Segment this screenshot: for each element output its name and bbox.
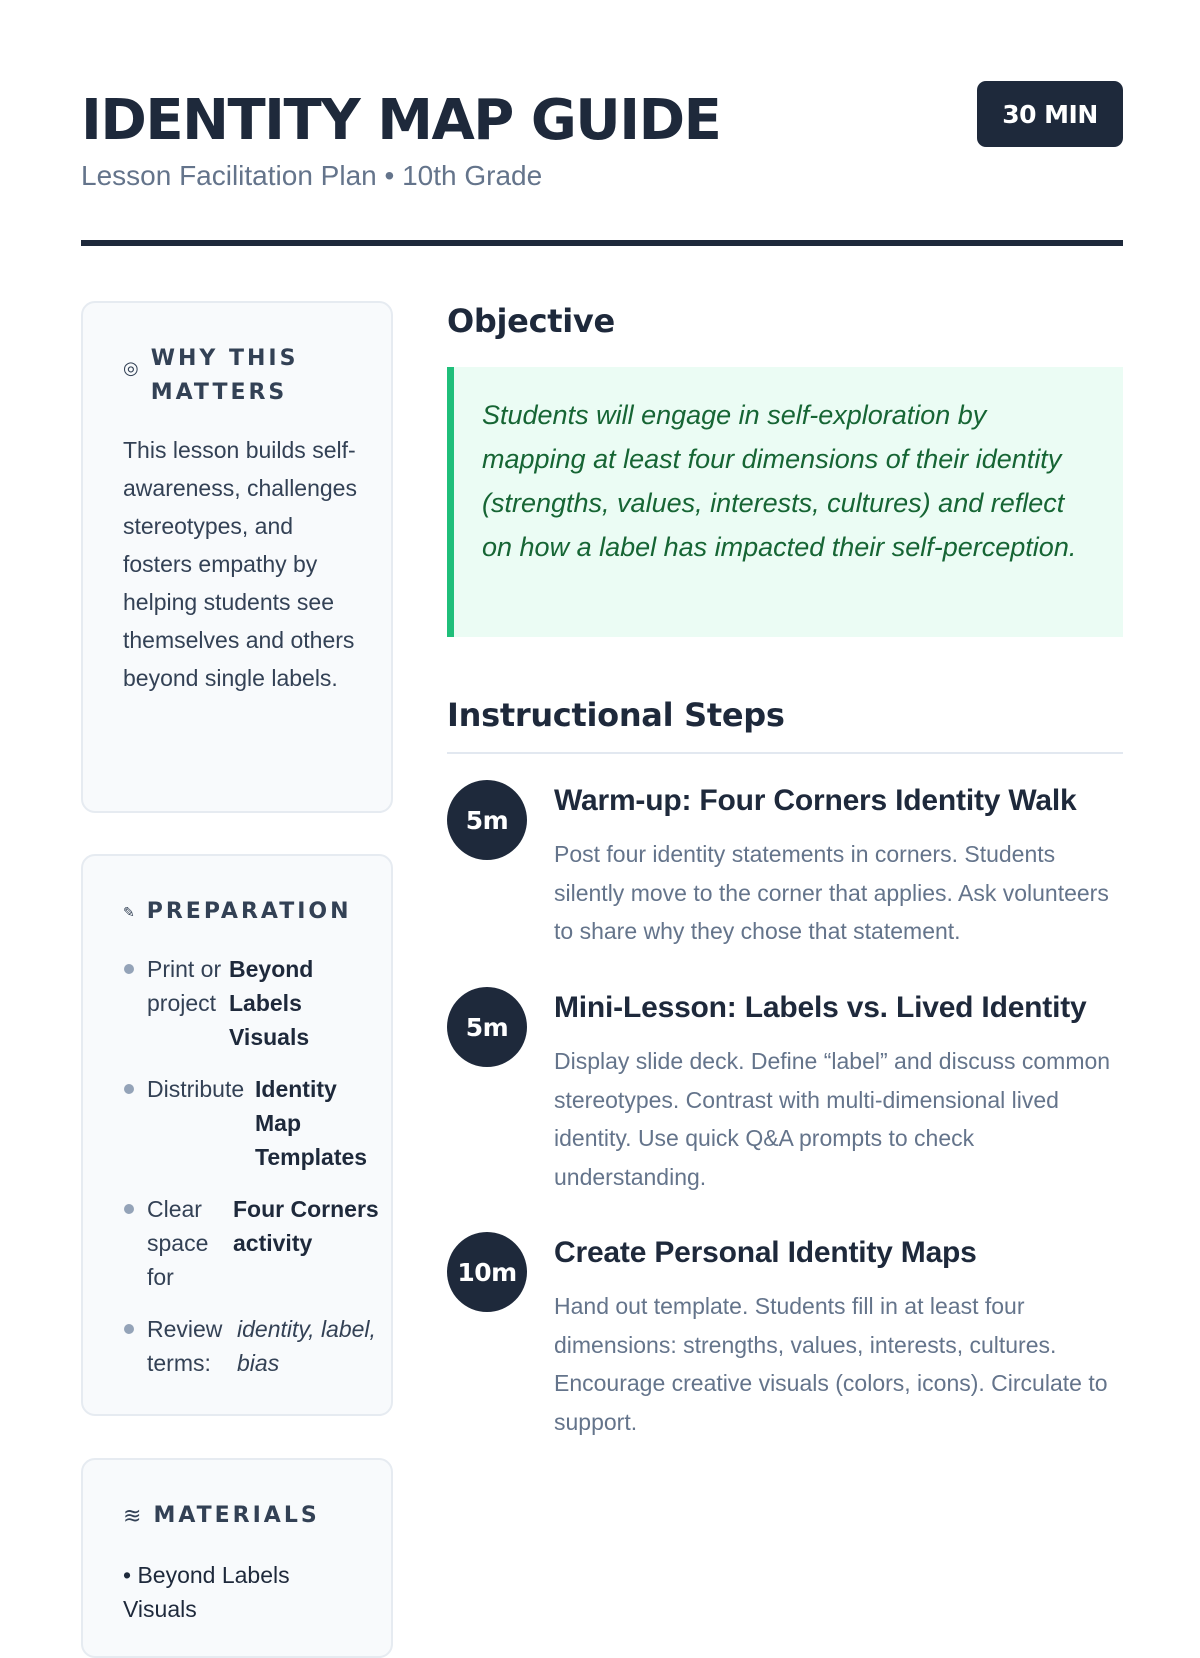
step-time-badge: 10m [447,1232,527,1312]
list-item [123,952,385,1054]
list-item [123,1072,385,1174]
materials-card-header [123,1499,320,1533]
page-subtitle: Lesson Facilitation Plan • 10th Grade [81,160,543,191]
page-header [81,80,1123,246]
materials-card [81,1458,393,1658]
list-item [123,1312,385,1380]
why-card-header [123,342,363,410]
preparation-list [123,952,385,1398]
materials-card-title: MATERIALS [153,1503,320,1528]
step-title: Mini-Lesson: Labels vs. Lived Identity [554,991,1087,1024]
pencil-icon: ✎ [123,904,135,920]
list-item [123,1192,385,1294]
bullet-icon [124,1084,134,1094]
prep-item-verb: Clear space for [147,1196,209,1290]
duration-badge: 30 MIN [977,81,1123,147]
why-this-matters-card [81,301,393,813]
prep-item-verb: Distribute [147,1076,245,1102]
bullet-icon [124,1204,134,1214]
target-icon: ◎ [123,358,139,378]
prep-item-object: Identity Map Templates [255,1076,368,1170]
layers-icon: ≋ [123,1503,142,1528]
instructional-steps-heading: Instructional Steps [447,696,785,734]
step-title: Create Personal Identity Maps [554,1236,977,1269]
header-divider [81,240,1123,246]
bullet-icon [124,964,134,974]
why-card-title: WHY THIS MATTERS [150,346,299,405]
page-title: IDENTITY MAP GUIDE [81,88,721,153]
bullet-icon [124,1324,134,1334]
prep-item-verb: Print or project [147,956,222,1016]
preparation-card-title: PREPARATION [146,899,352,924]
steps-divider [447,752,1123,754]
lesson-page [81,0,1123,1622]
step-description: Post four identity statements in corners. Students silently move to the corner that applies. Ask volunteers to share why they chose that statement. [554,841,1109,944]
objective-callout [447,367,1123,637]
why-card-text: This lesson builds self-awareness, challenges stereotypes, and fosters empathy by helping students see themselves and others beyond single labels. [123,437,357,691]
materials-card-text: • Beyond Labels Visuals [123,1562,290,1622]
preparation-card [81,854,393,1416]
prep-item-object: identity, label, bias [237,1316,376,1376]
step-title: Warm-up: Four Corners Identity Walk [554,784,1077,817]
step-time-badge: 5m [447,987,527,1067]
step-description: Display slide deck. Define “label” and discuss common stereotypes. Contrast with multi-dimensional lived identity. Use quick Q&A prompts to check understanding. [554,1048,1111,1190]
prep-item-verb: Review terms: [147,1316,223,1376]
preparation-card-header [123,895,352,929]
prep-item-object: Beyond Labels Visuals [229,956,314,1050]
objective-text: Students will engage in self-exploration by mapping at least four dimensions of their identity (strengths, values, interests, cultures) and reflect on how a label has impacted their self-perception. [482,400,1077,562]
objective-heading: Objective [447,302,615,340]
step-description: Hand out template. Students fill in at least four dimensions: strengths, values, interests, cultures. Encourage creative visuals (colors, icons). Circulate to support. [554,1293,1108,1435]
prep-item-object: Four Corners activity [233,1196,379,1256]
step-time-badge: 5m [447,780,527,860]
